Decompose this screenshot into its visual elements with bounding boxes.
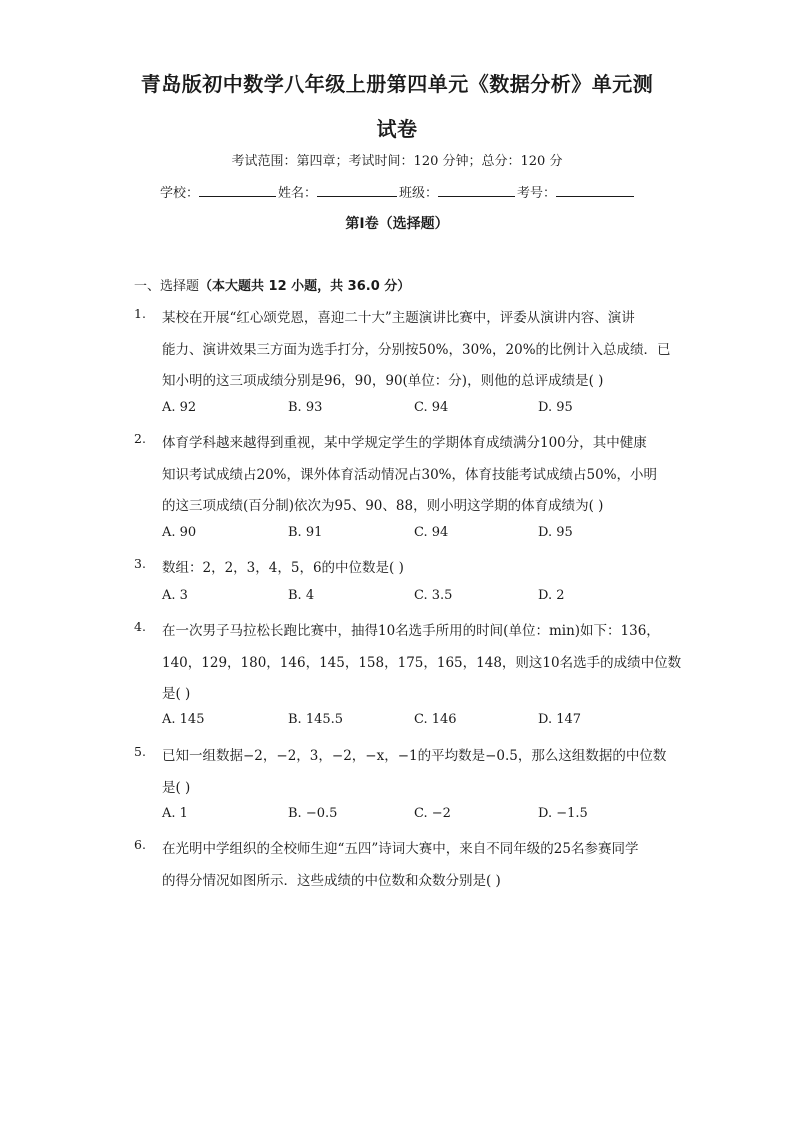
question-text-line: 在光明中学组织的全校师生迎“五四”诗词大赛中，来自不同年级的25名参赛同学 <box>162 841 639 857</box>
question-number: 6. <box>134 837 146 852</box>
option-b: B. 93 <box>288 400 323 415</box>
option-b: B. 145.5 <box>288 712 344 727</box>
option-d: D. 95 <box>538 525 573 540</box>
option-b: B. 91 <box>288 525 323 540</box>
option-a: A. 1 <box>162 806 188 821</box>
student-info-row <box>160 182 636 201</box>
question-2 <box>134 431 674 527</box>
question-2-options <box>162 525 642 543</box>
question-number: 1. <box>134 306 146 321</box>
option-d: D. −1.5 <box>538 806 588 821</box>
question-text-line: 是( ) <box>162 780 191 796</box>
option-a: A. 92 <box>162 400 197 415</box>
option-b: B. 4 <box>288 588 315 603</box>
question-5-options <box>162 806 642 824</box>
school-blank <box>199 182 276 197</box>
option-c: C. 146 <box>414 712 457 727</box>
question-1-options <box>162 400 642 418</box>
option-c: C. 3.5 <box>414 588 453 603</box>
option-c: C. 94 <box>414 400 449 415</box>
section-detail: （本大题共 12 小题，共 36.0 分） <box>199 279 411 294</box>
exam-title-line1: 青岛版初中数学八年级上册第四单元《数据分析》单元测 <box>140 72 654 96</box>
question-1 <box>134 306 674 402</box>
question-text-line: 是( ) <box>162 686 191 702</box>
section-prefix: 一、选择题 <box>134 279 200 294</box>
question-number: 5. <box>134 744 146 759</box>
option-a: A. 90 <box>162 525 197 540</box>
volume-title: 第Ⅰ卷（选择题） <box>345 216 449 232</box>
question-text-line: 在一次男子马拉松长跑比赛中，抽得10名选手所用的时间(单位：min)如下：136， <box>162 623 660 639</box>
id-label: 考号： <box>517 186 557 201</box>
question-4-options <box>162 712 642 730</box>
question-text-line: 的得分情况如图所示．这些成绩的中位数和众数分别是( ) <box>162 873 501 889</box>
option-b: B. −0.5 <box>288 806 338 821</box>
question-text-line: 某校在开展“红心颂党恩，喜迎二十大”主题演讲比赛中，评委从演讲内容、演讲 <box>162 310 635 326</box>
option-c: C. 94 <box>414 525 449 540</box>
exam-title-line2: 试卷 <box>376 117 418 141</box>
name-label: 姓名： <box>278 186 318 201</box>
question-text-line: 体育学科越来越得到重视，某中学规定学生的学期体育成绩满分100分，其中健康 <box>162 435 647 451</box>
class-label: 班级： <box>399 186 439 201</box>
question-text-line: 能力、演讲效果三方面为选手打分，分别按50%，30%，20%的比例计入总成绩．已 <box>162 342 671 358</box>
question-text-line: 140，129，180，146，145，158，175，165，148，则这10名选手的成绩中位数 <box>162 655 682 671</box>
id-blank <box>556 182 634 197</box>
question-number: 3. <box>134 556 146 571</box>
name-blank <box>317 182 397 197</box>
option-c: C. −2 <box>414 806 451 821</box>
option-a: A. 145 <box>162 712 205 727</box>
question-6 <box>134 837 674 901</box>
exam-info: 考试范围：第四章；考试时间：120 分钟；总分：120 分 <box>231 154 563 169</box>
question-text-line: 的这三项成绩(百分制)依次为95、90、88，则小明这学期的体育成绩为( ) <box>162 498 604 514</box>
question-4 <box>134 619 682 715</box>
question-text-line: 已知一组数据−2，−2，3，−2，−x，−1的平均数是−0.5，那么这组数据的中位数 <box>162 748 667 764</box>
section-heading <box>134 275 410 294</box>
class-blank <box>438 182 515 197</box>
option-d: D. 147 <box>538 712 582 727</box>
question-text-line: 数组：2，2，3，4，5，6的中位数是( ) <box>162 560 404 576</box>
question-3-options <box>162 588 642 606</box>
question-text-line: 知识考试成绩占20%，课外体育活动情况占30%，体育技能考试成绩占50%，小明 <box>162 467 658 483</box>
question-text-line: 知小明的这三项成绩分别是96，90，90(单位：分)，则他的总评成绩是( ) <box>162 373 604 389</box>
school-label: 学校： <box>160 186 200 201</box>
option-d: D. 95 <box>538 400 573 415</box>
option-d: D. 2 <box>538 588 565 603</box>
question-3 <box>134 556 674 580</box>
question-number: 4. <box>134 619 146 634</box>
question-number: 2. <box>134 431 146 446</box>
option-a: A. 3 <box>162 588 188 603</box>
question-5 <box>134 744 674 808</box>
